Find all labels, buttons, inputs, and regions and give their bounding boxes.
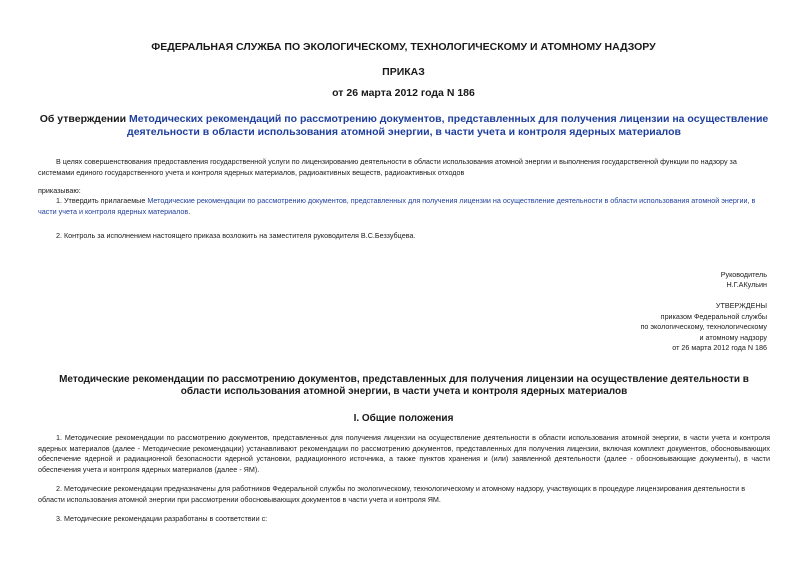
approval-line-3: и атомному надзору <box>699 332 767 342</box>
order-date: от 26 марта 2012 года N 186 <box>332 87 475 99</box>
order-item-1 <box>38 196 770 217</box>
signature-name: Н.Г.АКульин <box>726 280 767 289</box>
order-title-link[interactable]: Методических рекомендаций по рассмотрению документов, представленных для получения лицензии на осуществление деятельности в области использования атомной энергии, в части учета и контроля ядерных материалов <box>127 113 769 138</box>
intro-paragraph: В целях совершенствования предоставления государственной услуги по лицензированию деятельности в области использования атомной энергии и выполнения государственной функции по надзору за системами единого государственного учета и контроля ядерных материалов, радиоактивных веществ, радиоактивных отходов <box>38 157 737 177</box>
signature-position: Руководитель <box>720 270 767 279</box>
approval-line-4: от 26 марта 2012 года N 186 <box>672 343 767 352</box>
order-title-prefix: Об утверждении <box>39 113 129 125</box>
approval-line-1: приказом Федеральной службы <box>660 311 767 321</box>
approval-line-2: по экологическому, технологическому <box>640 322 767 331</box>
prikazyvayu-label: приказываю: <box>38 186 81 195</box>
section-heading: I. Общие положения <box>353 413 454 424</box>
order-item-1-suffix: . <box>188 206 191 216</box>
section-paragraph-3: 3. Методические рекомендации разработаны в соответствии с: <box>56 514 268 523</box>
recommendations-title: Методические рекомендации по рассмотрению документов, представленных для получения лицензии на осуществление деятельности в области использования атомной энергии, в части учета и контроля ядерных материалов <box>59 374 749 397</box>
section-paragraph-2: 2. Методические рекомендации предназначены для работников Федеральной службы по экологическому, технологическому и атомному надзору, участвующих в процедуре лицензирования деятельности в области использования атомной энергии при рассмотрении обосновывающих документов в части учета и контроля ЯМ. <box>38 484 746 504</box>
section-paragraph-1: 1. Методические рекомендации по рассмотрению документов, представленных для получения лицензии на осуществление деятельности в области использования атомной энергии, в части учета и контроля ядерных материалов (далее - Методические рекомендации) устанавливают рекомендации по рассмотрению документов, представленных для получения лицензии, включая комплект документов, обосновывающих обеспечение ядерной и радиационной безопасности ядерной установки, радиационного источника, а также пунктов хранения и (или) заявленной деятельности (далее - обосновывающие документы), в части обеспечения учета и контроля ядерных материалов (далее - ЯМ). <box>38 433 770 474</box>
order-title <box>38 113 770 139</box>
document-type: ПРИКАЗ <box>382 66 425 78</box>
approval-label: УТВЕРЖДЕНЫ <box>715 301 767 310</box>
approval-stamp <box>640 301 767 354</box>
order-item-1-prefix: 1. Утвердить прилагаемые <box>56 196 148 205</box>
order-item-2: 2. Контроль за исполнением настоящего приказа возложить на заместителя руководителя В.С.Беззубцева. <box>56 231 416 240</box>
order-item-1-link[interactable]: Методические рекомендации по рассмотрению документов, представленных для получения лицензии на осуществление деятельности в области использования атомной энергии, в части учета и контроля ядерных материалов <box>38 196 756 216</box>
agency-name: ФЕДЕРАЛЬНАЯ СЛУЖБА ПО ЭКОЛОГИЧЕСКОМУ, ТЕХНОЛОГИЧЕСКОМУ И АТОМНОМУ НАДЗОРУ <box>151 41 656 53</box>
